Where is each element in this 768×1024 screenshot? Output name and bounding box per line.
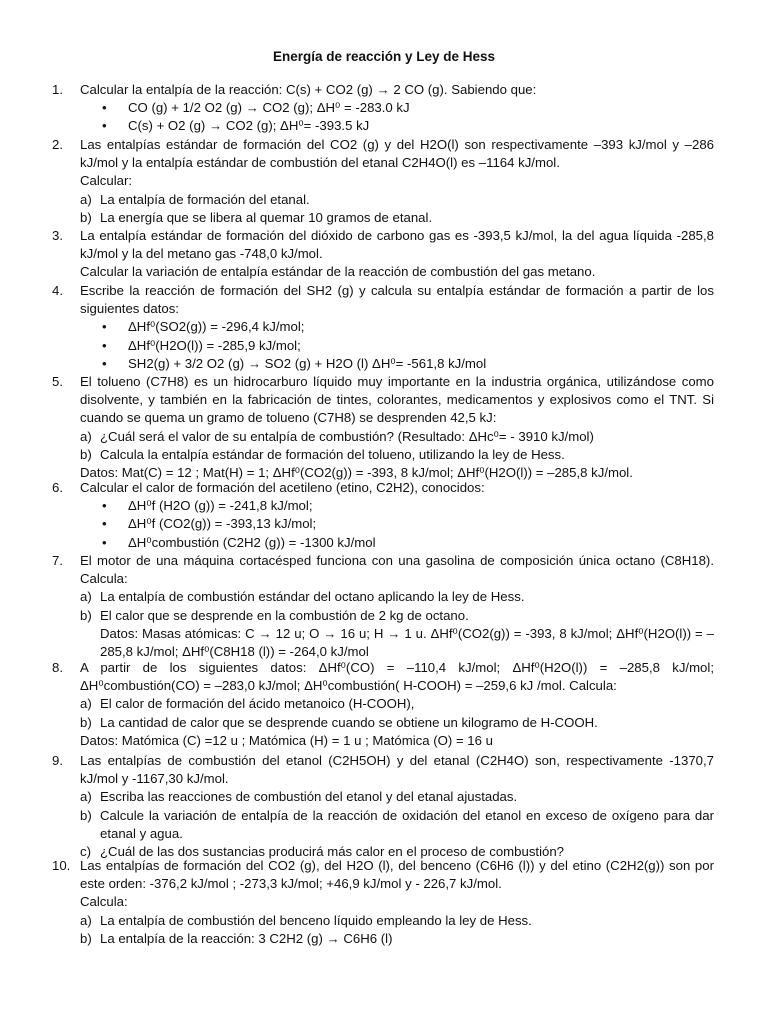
sub-text: La entalpía de formación del etanal. bbox=[100, 191, 310, 207]
problem-text: Escribe la reacción de formación del SH2 (g) y calcula su entalpía estándar de formación a partir de los siguientes datos: bbox=[80, 283, 714, 317]
sub-question-a bbox=[80, 695, 714, 713]
sub-question-b bbox=[80, 714, 714, 732]
sub-label: a) bbox=[80, 696, 92, 712]
sub-text: El calor que se desprende en la combustión de 2 kg de octano. bbox=[100, 607, 469, 623]
sub-question-b bbox=[80, 446, 714, 464]
sub-text: La entalpía de combustión del benceno líquido empleando la ley de Hess. bbox=[100, 912, 532, 928]
sub-question-a bbox=[80, 191, 714, 209]
sub-text: El calor de formación del ácido metanoico (H-COOH), bbox=[100, 696, 415, 712]
problem-text: Las entalpías de combustión del etanol (C2H5OH) y del etanal (C2H4O) son, respectivamente -1370,7 kJ/mol y -1167,30 kJ/mol. bbox=[80, 753, 714, 787]
problem-number: 6. bbox=[52, 480, 63, 495]
document-title: Energía de reacción y Ley de Hess bbox=[272, 49, 496, 64]
problem-text: El motor de una máquina cortacésped funciona con una gasolina de composición única octano (C8H18). Calcula: bbox=[80, 553, 714, 587]
problem-number: 3. bbox=[52, 228, 63, 243]
problem-number: 4. bbox=[52, 283, 63, 298]
sub-label: b) bbox=[80, 446, 92, 462]
sub-question-b bbox=[80, 930, 714, 948]
problem-7 bbox=[52, 552, 714, 661]
problem-number: 8. bbox=[52, 660, 63, 675]
problem-number: 10. bbox=[52, 858, 71, 873]
sub-question-a bbox=[80, 912, 714, 930]
sub-label: b) bbox=[80, 209, 92, 225]
problem-text: Calcular el calor de formación del acetileno (etino, C2H2), conocidos: bbox=[80, 480, 485, 495]
problem-2 bbox=[52, 136, 714, 227]
sub-label: a) bbox=[80, 789, 92, 805]
sub-text: Calcula la entalpía estándar de formación del tolueno, utilizando la ley de Hess. bbox=[100, 446, 565, 462]
problem-3 bbox=[52, 227, 714, 282]
problem-number: 7. bbox=[52, 553, 63, 568]
problem-text: Las entalpías de formación del CO2 (g), del H2O (l), del benceno (C6H6 (l)) y del etino (C2H2(g)) son por este orden: -376,2 kJ/mol ; -273,3 kJ/mol; +46,9 kJ/mol y - 226,7 kJ/mol. bbox=[80, 858, 714, 892]
sub-question-b bbox=[80, 209, 714, 227]
sub-text: Escriba las reacciones de combustión del etanol y del etanal ajustadas. bbox=[100, 789, 518, 805]
sub-question-a bbox=[80, 588, 714, 606]
sub-label: c) bbox=[80, 844, 91, 860]
problem-text: A partir de los siguientes datos: ΔHf⁰(CO) = –110,4 kJ/mol; ΔHf⁰(H2O(l)) = –285,8 kJ/mol; ΔH⁰combustión(CO) = –283,0 kJ/mol; ΔH⁰combustión( H-COOH) = –259,6 kJ /mol. Calcula: bbox=[80, 660, 714, 694]
problem-number: 5. bbox=[52, 374, 63, 389]
sub-label: b) bbox=[80, 714, 92, 730]
bullet-item: • ΔHf⁰(H2O(l)) = -285,9 kJ/mol; bbox=[80, 337, 714, 355]
problem-text: Calcular la variación de entalpía estándar de la reacción de combustión del gas metano. bbox=[80, 264, 596, 280]
data-line: Datos: Matómica (C) =12 u ; Matómica (H) = 1 u ; Matómica (O) = 16 u bbox=[80, 732, 493, 748]
problem-9 bbox=[52, 752, 714, 861]
problem-text: La entalpía estándar de formación del dióxido de carbono gas es -393,5 kJ/mol, la del agua líquida -285,8 kJ/mol y la del metano gas -748,0 kJ/mol. bbox=[80, 228, 714, 262]
sub-question-b bbox=[80, 607, 714, 625]
problem-8 bbox=[52, 659, 714, 750]
bullet-item: • C(s) + O2 (g) → CO2 (g); ΔH⁰= -393.5 kJ bbox=[80, 117, 714, 135]
bullet-item: • ΔHf⁰(SO2(g)) = -296,4 kJ/mol; bbox=[80, 318, 714, 336]
problem-5 bbox=[52, 373, 714, 482]
sub-question-a bbox=[80, 788, 714, 806]
bullet-item: • CO (g) + 1/2 O2 (g) → CO2 (g); ΔH⁰ = -283.0 kJ bbox=[80, 99, 714, 117]
problem-number: 9. bbox=[52, 753, 63, 768]
sub-text: La cantidad de calor que se desprende cuando se obtiene un kilogramo de H-COOH. bbox=[100, 714, 598, 730]
bullet-item: • SH2(g) + 3/2 O2 (g) → SO2 (g) + H2O (l) ΔH⁰= -561,8 kJ/mol bbox=[80, 355, 714, 373]
problem-1 bbox=[52, 81, 714, 136]
sub-text: La entalpía de la reacción: 3 C2H2 (g) → C6H6 (l) bbox=[100, 930, 393, 946]
sub-text: ¿Cuál será el valor de su entalpía de combustión? (Resultado: ΔHc⁰= - 3910 kJ/mol) bbox=[100, 428, 594, 444]
sub-text: La entalpía de combustión estándar del octano aplicando la ley de Hess. bbox=[100, 589, 525, 605]
problem-text: Calcular: bbox=[80, 173, 133, 189]
sub-text: La energía que se libera al quemar 10 gramos de etanal. bbox=[100, 209, 433, 225]
bullet-item: • ΔH⁰combustión (C2H2 (g)) = -1300 kJ/mol bbox=[80, 534, 714, 552]
bullet-item: • ΔH⁰f (H2O (g)) = -241,8 kJ/mol; bbox=[80, 497, 714, 515]
problem-10 bbox=[52, 857, 714, 948]
sub-text: ¿Cuál de las dos sustancias producirá más calor en el proceso de combustión? bbox=[100, 844, 565, 860]
problem-text: Calcula: bbox=[80, 894, 128, 910]
sub-label: b) bbox=[80, 807, 92, 823]
problem-text: Las entalpías estándar de formación del CO2 (g) y del H2O(l) son respectivamente –393 kJ/mol y –286 kJ/mol y la entalpía estándar de combustión del etanal C2H4O(l) es –1164 kJ/mol. bbox=[80, 137, 714, 171]
sub-question-b bbox=[80, 807, 714, 843]
sub-label: a) bbox=[80, 589, 92, 605]
sub-label: a) bbox=[80, 191, 92, 207]
bullet-item: • ΔH⁰f (CO2(g)) = -393,13 kJ/mol; bbox=[80, 515, 714, 533]
sub-label: b) bbox=[80, 930, 92, 946]
problem-number: 1. bbox=[52, 82, 63, 97]
problem-text: Calcular la entalpía de la reacción: C(s) + CO2 (g) → 2 CO (g). Sabiendo que: bbox=[80, 82, 537, 97]
problem-text: El tolueno (C7H8) es un hidrocarburo líquido muy importante en la industria orgánica, utilizándose como disolvente, y también en la fabricación de tintes, colorantes, medicamentos y explosivos como el TNT. Si cuando se quema un gramo de tolueno (C7H8) se desprenden 42,5 kJ: bbox=[80, 374, 714, 426]
problem-number: 2. bbox=[52, 137, 63, 152]
data-line: Datos: Masas atómicas: C → 12 u; O → 16 u; H → 1 u. ΔHf⁰(CO2(g)) = -393, 8 kJ/mol; ΔHf⁰(H2O(l)) = –285,8 kJ/mol; ΔHf⁰(C8H18 (l)) = -264,0 kJ/mol bbox=[100, 625, 714, 660]
sub-question-a bbox=[80, 428, 714, 446]
sub-text: Calcule la variación de entalpía de la reacción de oxidación del etanol en exceso de oxígeno para dar etanal y agua. bbox=[100, 807, 714, 841]
problem-6 bbox=[52, 479, 714, 552]
sub-label: a) bbox=[80, 428, 92, 444]
sub-label: b) bbox=[80, 607, 92, 623]
sub-label: a) bbox=[80, 912, 92, 928]
data-line: Datos: Mat(C) = 12 ; Mat(H) = 1; ΔHf⁰(CO2(g)) = -393, 8 kJ/mol; ΔHf⁰(H2O(l)) = –285,8 kJ/mol. bbox=[80, 465, 633, 481]
problem-4 bbox=[52, 282, 714, 373]
